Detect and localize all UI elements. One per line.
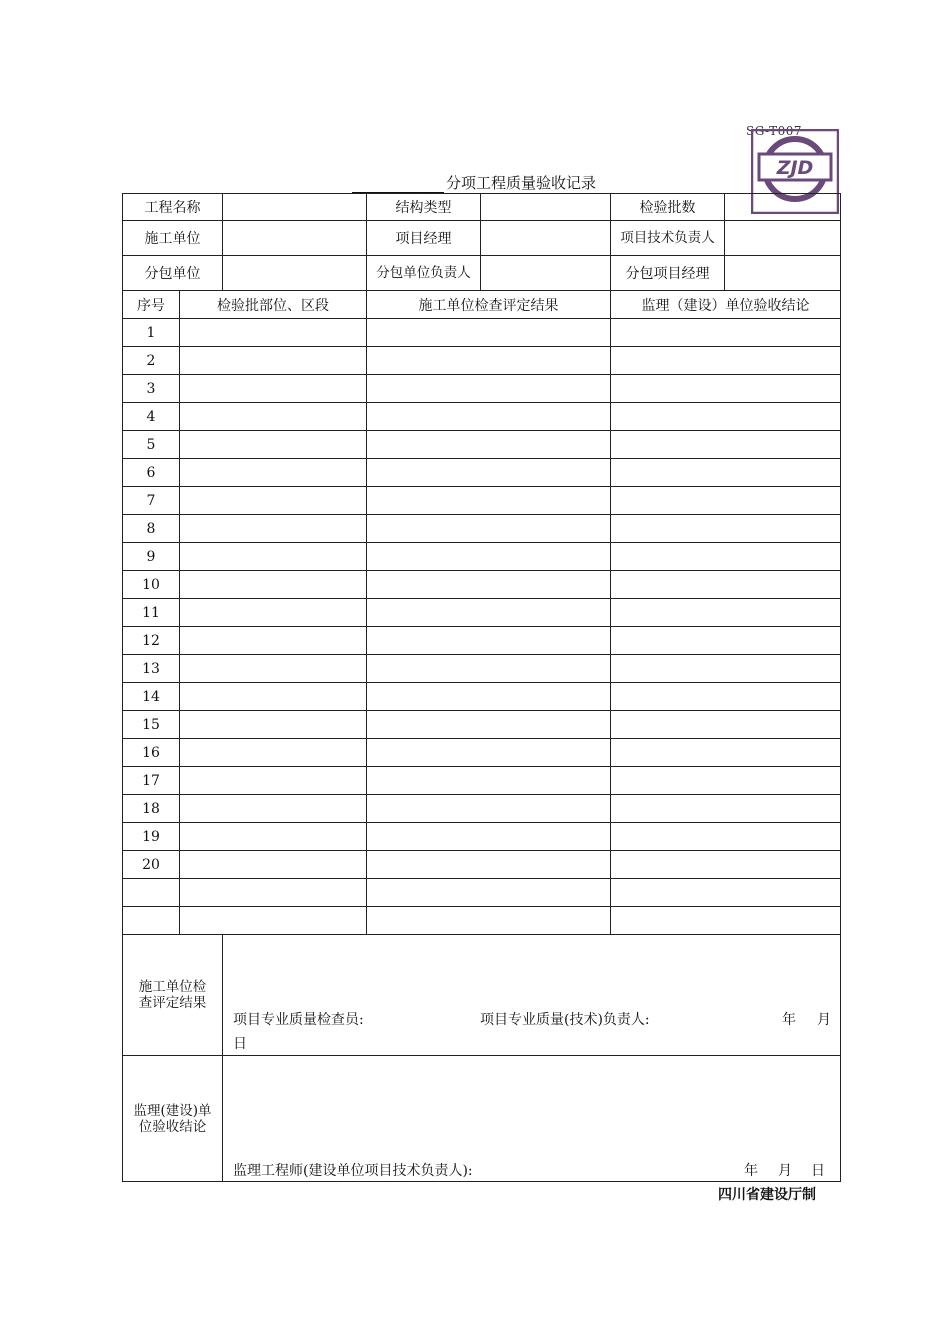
- sub-lead-label: 分包单位负责人: [367, 256, 481, 291]
- row-supervisor-conclusion-cell[interactable]: [611, 459, 841, 487]
- row-index: 8: [123, 515, 180, 543]
- col-header-location: 检验批部位、区段: [180, 291, 367, 319]
- row-index: 17: [123, 767, 180, 795]
- supervisor-day: 日: [811, 1163, 825, 1179]
- supervisor-section-label: 监理(建设)单位验收结论: [123, 1056, 223, 1182]
- row-location-cell[interactable]: [180, 487, 367, 515]
- row-index: 12: [123, 627, 180, 655]
- row-supervisor-conclusion-cell[interactable]: [611, 543, 841, 571]
- row-supervisor-conclusion-cell[interactable]: [611, 711, 841, 739]
- row-location-cell[interactable]: [180, 739, 367, 767]
- row-index: 11: [123, 599, 180, 627]
- contractor-year: 年: [782, 1012, 796, 1028]
- col-header-index: 序号: [123, 291, 180, 319]
- tech-lead-value[interactable]: [725, 221, 841, 256]
- row-location-cell[interactable]: [180, 823, 367, 851]
- row-supervisor-conclusion-cell[interactable]: [611, 879, 841, 907]
- row-location-cell[interactable]: [180, 851, 367, 879]
- row-location-cell[interactable]: [180, 879, 367, 907]
- row-location-cell[interactable]: [180, 571, 367, 599]
- row-supervisor-conclusion-cell[interactable]: [611, 347, 841, 375]
- row-location-cell[interactable]: [180, 375, 367, 403]
- row-index: 9: [123, 543, 180, 571]
- tech-lead-label: 项目技术负责人: [611, 221, 725, 256]
- row-supervisor-conclusion-cell[interactable]: [611, 739, 841, 767]
- row-location-cell[interactable]: [180, 627, 367, 655]
- row-location-cell[interactable]: [180, 431, 367, 459]
- table-row: [123, 571, 841, 599]
- sub-lead-value[interactable]: [481, 256, 611, 291]
- table-row: [123, 795, 841, 823]
- title-blank-field[interactable]: [352, 178, 444, 193]
- contractor-value[interactable]: [223, 221, 367, 256]
- sub-manager-value[interactable]: [725, 256, 841, 291]
- row-contractor-result-cell[interactable]: [367, 823, 611, 851]
- row-supervisor-conclusion-cell[interactable]: [611, 515, 841, 543]
- row-supervisor-conclusion-cell[interactable]: [611, 599, 841, 627]
- subcontractor-value[interactable]: [223, 256, 367, 291]
- project-name-label: 工程名称: [123, 194, 223, 221]
- row-location-cell[interactable]: [180, 767, 367, 795]
- row-index: [123, 879, 180, 907]
- row-contractor-result-cell[interactable]: [367, 599, 611, 627]
- contractor-section-content[interactable]: [223, 935, 841, 1056]
- row-contractor-result-cell[interactable]: [367, 571, 611, 599]
- row-supervisor-conclusion-cell[interactable]: [611, 319, 841, 347]
- batch-count-label: 检验批数: [611, 194, 725, 221]
- subcontractor-label: 分包单位: [123, 256, 223, 291]
- row-supervisor-conclusion-cell[interactable]: [611, 487, 841, 515]
- row-location-cell[interactable]: [180, 599, 367, 627]
- row-location-cell[interactable]: [180, 459, 367, 487]
- table-row: [123, 459, 841, 487]
- table-row: [123, 851, 841, 879]
- col-header-contractor-result: 施工单位检查评定结果: [367, 291, 611, 319]
- form-title: 分项工程质量验收记录: [352, 172, 596, 193]
- col-header-supervisor-conclusion: 监理（建设）单位验收结论: [611, 291, 841, 319]
- row-index: 19: [123, 823, 180, 851]
- acceptance-record-table: [122, 193, 841, 1182]
- row-contractor-result-cell[interactable]: [367, 459, 611, 487]
- row-contractor-result-cell[interactable]: [367, 319, 611, 347]
- row-location-cell[interactable]: [180, 795, 367, 823]
- row-location-cell[interactable]: [180, 711, 367, 739]
- table-row: [123, 907, 841, 935]
- row-supervisor-conclusion-cell[interactable]: [611, 823, 841, 851]
- sub-manager-label: 分包项目经理: [611, 256, 725, 291]
- quality-lead-label: 项目专业质量(技术)负责人:: [480, 1012, 650, 1028]
- row-contractor-result-cell[interactable]: [367, 627, 611, 655]
- table-row: [123, 375, 841, 403]
- row-location-cell[interactable]: [180, 683, 367, 711]
- row-location-cell[interactable]: [180, 907, 367, 935]
- project-manager-label: 项目经理: [367, 221, 481, 256]
- supervisor-section-content[interactable]: [223, 1056, 841, 1182]
- row-supervisor-conclusion-cell[interactable]: [611, 571, 841, 599]
- row-contractor-result-cell[interactable]: [367, 347, 611, 375]
- table-row: [123, 543, 841, 571]
- table-row: [123, 767, 841, 795]
- row-location-cell[interactable]: [180, 403, 367, 431]
- row-supervisor-conclusion-cell[interactable]: [611, 683, 841, 711]
- row-index: 1: [123, 319, 180, 347]
- contractor-label: 施工单位: [123, 221, 223, 256]
- row-index: 15: [123, 711, 180, 739]
- row-contractor-result-cell[interactable]: [367, 739, 611, 767]
- table-row: [123, 879, 841, 907]
- structure-type-value[interactable]: [481, 194, 611, 221]
- row-contractor-result-cell[interactable]: [367, 487, 611, 515]
- row-supervisor-conclusion-cell[interactable]: [611, 767, 841, 795]
- row-contractor-result-cell[interactable]: [367, 543, 611, 571]
- row-contractor-result-cell[interactable]: [367, 795, 611, 823]
- issuer-footer: 四川省建设厅制: [718, 1187, 816, 1203]
- row-location-cell[interactable]: [180, 319, 367, 347]
- row-contractor-result-cell[interactable]: [367, 431, 611, 459]
- table-row: [123, 739, 841, 767]
- row-index: 20: [123, 851, 180, 879]
- supervisor-year: 年: [744, 1163, 758, 1179]
- row-index: 14: [123, 683, 180, 711]
- row-supervisor-conclusion-cell[interactable]: [611, 375, 841, 403]
- batch-count-value[interactable]: [725, 194, 841, 221]
- table-row: [123, 655, 841, 683]
- row-index: 6: [123, 459, 180, 487]
- row-contractor-result-cell[interactable]: [367, 851, 611, 879]
- row-supervisor-conclusion-cell[interactable]: [611, 795, 841, 823]
- row-supervisor-conclusion-cell[interactable]: [611, 907, 841, 935]
- project-manager-value[interactable]: [481, 221, 611, 256]
- row-contractor-result-cell[interactable]: [367, 403, 611, 431]
- supervisor-month: 月: [778, 1163, 792, 1179]
- table-row: [123, 683, 841, 711]
- row-supervisor-conclusion-cell[interactable]: [611, 403, 841, 431]
- row-contractor-result-cell[interactable]: [367, 515, 611, 543]
- row-supervisor-conclusion-cell[interactable]: [611, 431, 841, 459]
- contractor-day: 日: [233, 1036, 247, 1052]
- row-contractor-result-cell[interactable]: [367, 879, 611, 907]
- row-index: 10: [123, 571, 180, 599]
- table-row: [123, 431, 841, 459]
- row-location-cell[interactable]: [180, 655, 367, 683]
- row-index: [123, 907, 180, 935]
- table-row: [123, 823, 841, 851]
- svg-text:ZJD: ZJD: [776, 157, 814, 179]
- supervisor-engineer-label: 监理工程师(建设单位项目技术负责人):: [233, 1163, 473, 1179]
- row-index: 4: [123, 403, 180, 431]
- table-row: [123, 711, 841, 739]
- table-row: [123, 487, 841, 515]
- row-index: 3: [123, 375, 180, 403]
- row-index: 7: [123, 487, 180, 515]
- contractor-month: 月: [817, 1012, 831, 1028]
- row-index: 16: [123, 739, 180, 767]
- row-supervisor-conclusion-cell[interactable]: [611, 655, 841, 683]
- row-index: 2: [123, 347, 180, 375]
- table-row: [123, 347, 841, 375]
- document-code: SG-T007: [746, 124, 803, 138]
- row-index: 5: [123, 431, 180, 459]
- row-contractor-result-cell[interactable]: [367, 767, 611, 795]
- row-location-cell[interactable]: [180, 543, 367, 571]
- inspection-rows: [123, 319, 841, 935]
- row-contractor-result-cell[interactable]: [367, 711, 611, 739]
- row-supervisor-conclusion-cell[interactable]: [611, 627, 841, 655]
- project-name-value[interactable]: [223, 194, 367, 221]
- table-row: [123, 515, 841, 543]
- row-contractor-result-cell[interactable]: [367, 907, 611, 935]
- inspector-label: 项目专业质量检查员:: [233, 1012, 364, 1028]
- table-row: [123, 403, 841, 431]
- row-contractor-result-cell[interactable]: [367, 375, 611, 403]
- row-contractor-result-cell[interactable]: [367, 655, 611, 683]
- row-location-cell[interactable]: [180, 515, 367, 543]
- row-contractor-result-cell[interactable]: [367, 683, 611, 711]
- row-supervisor-conclusion-cell[interactable]: [611, 851, 841, 879]
- row-location-cell[interactable]: [180, 347, 367, 375]
- row-index: 18: [123, 795, 180, 823]
- table-row: [123, 599, 841, 627]
- contractor-section-label: 施工单位检查评定结果: [123, 935, 223, 1056]
- table-row: [123, 627, 841, 655]
- table-row: [123, 319, 841, 347]
- structure-type-label: 结构类型: [367, 194, 481, 221]
- row-index: 13: [123, 655, 180, 683]
